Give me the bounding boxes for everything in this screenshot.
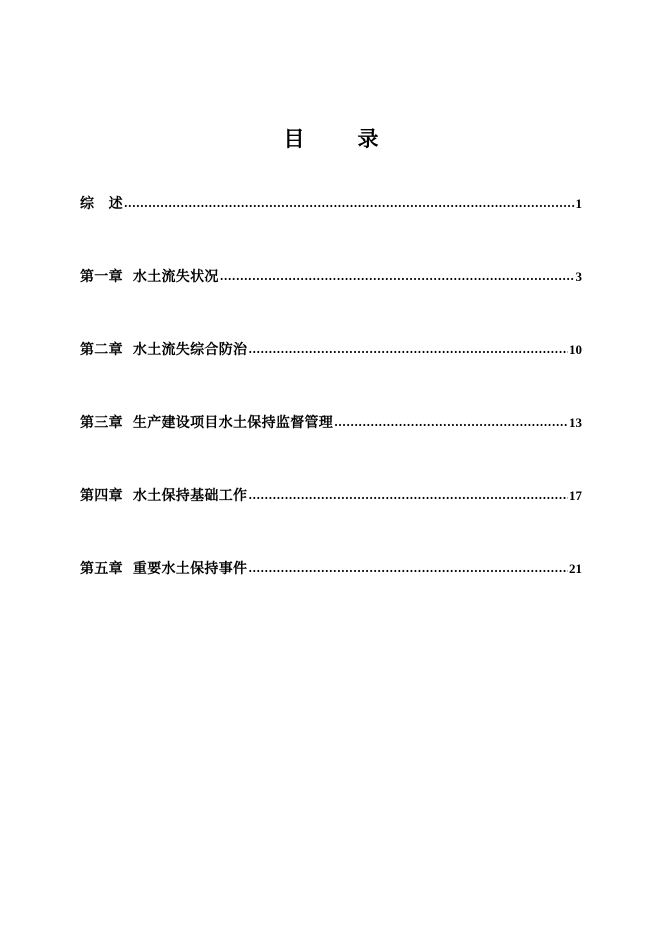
toc-entry-title: 水土流失综合防治 bbox=[132, 342, 248, 358]
toc-entry-page: 17 bbox=[569, 488, 582, 503]
toc-entry-title: 水土流失状况 bbox=[132, 269, 219, 285]
dot-leader bbox=[248, 341, 568, 359]
dot-leader bbox=[220, 268, 575, 286]
toc-entry-title: 生产建设项目水土保持监督管理 bbox=[132, 415, 334, 431]
toc-entry-chapter: 第一章 bbox=[80, 269, 123, 285]
dot-leader bbox=[124, 195, 575, 213]
toc-entry-chapter-4[interactable] bbox=[80, 485, 582, 507]
toc-entry-chapter: 第五章 bbox=[80, 561, 123, 577]
toc-entry-page: 13 bbox=[569, 415, 582, 430]
toc-entry-chapter: 第四章 bbox=[80, 488, 123, 504]
toc-entry-title: 水土保持基础工作 bbox=[132, 488, 248, 504]
toc-entry-chapter-1[interactable] bbox=[80, 266, 582, 288]
toc-entry-page: 3 bbox=[575, 269, 582, 284]
toc-entry-label bbox=[80, 558, 247, 580]
toc-entry-title: 综 述 bbox=[80, 196, 123, 212]
toc-entry-label bbox=[80, 266, 219, 288]
toc-entry-page: 1 bbox=[575, 196, 582, 211]
toc-entry-page: 10 bbox=[569, 342, 582, 357]
toc-entry-label bbox=[80, 339, 247, 361]
toc-entry-chapter: 第二章 bbox=[80, 342, 123, 358]
toc-entry-chapter: 第三章 bbox=[80, 415, 123, 431]
page-title: 目 录 bbox=[283, 127, 395, 151]
dot-leader bbox=[248, 487, 568, 505]
table-of-contents bbox=[80, 193, 582, 631]
toc-entry-chapter-5[interactable] bbox=[80, 558, 582, 580]
toc-entry-chapter-3[interactable] bbox=[80, 412, 582, 434]
dot-leader bbox=[334, 414, 568, 432]
toc-entry-chapter-2[interactable] bbox=[80, 339, 582, 361]
dot-leader bbox=[248, 560, 568, 578]
toc-entry-label bbox=[80, 485, 247, 507]
toc-entry-label bbox=[80, 193, 123, 215]
toc-entry-title: 重要水土保持事件 bbox=[132, 561, 248, 577]
toc-entry-label bbox=[80, 412, 333, 434]
toc-entry-page: 21 bbox=[569, 561, 582, 576]
toc-entry-overview[interactable] bbox=[80, 193, 582, 215]
